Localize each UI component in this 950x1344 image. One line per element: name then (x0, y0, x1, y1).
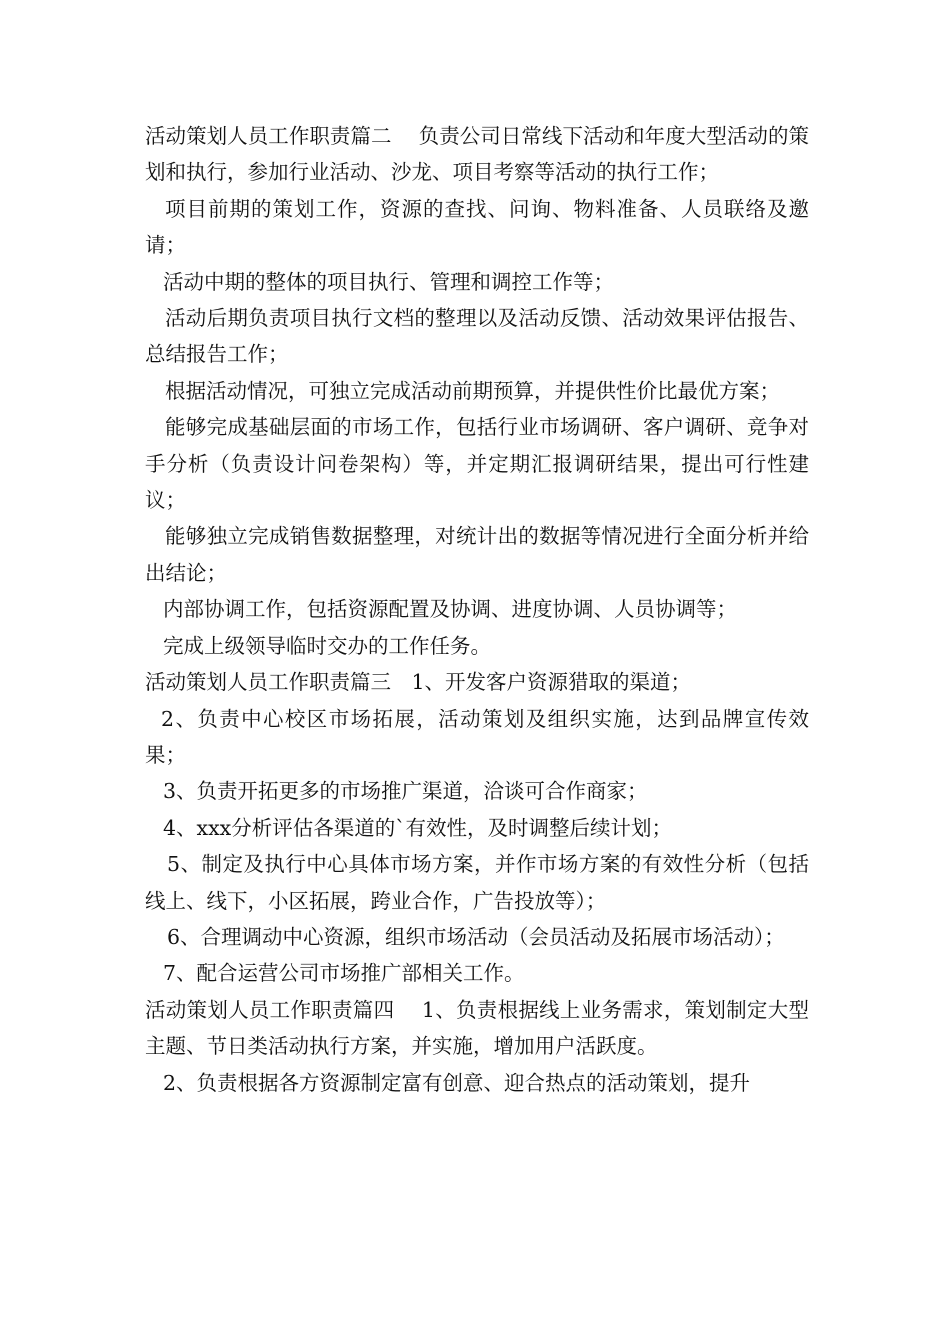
paragraph-sales-data: 能够独立完成销售数据整理，对统计出的数据等情况进行全面分析并给出结论； (145, 524, 809, 585)
paragraph-adhoc-tasks: 完成上级领导临时交办的工作任务。 (163, 633, 491, 658)
paragraph-section-3-item-3: 3、负责开拓更多的市场推广渠道，洽谈可合作商家； (163, 779, 648, 804)
paragraph-market-research: 能够完成基础层面的市场工作，包括行业市场调研、客户调研、竞争对手分析（负责设计问卷架构）等，并定期汇报调研结果，提出可行性建议； (145, 415, 809, 513)
paragraph-section-3-item-5: 5、制定及执行中心具体市场方案，并作市场方案的有效性分析（包括线上、线下，小区拓展，跨业合作，广告投放等）； (145, 852, 809, 913)
paragraph-section-4-intro: 活动策划人员工作职责篇四 1、负责根据线上业务需求，策划制定大型主题、节日类活动执行方案，并实施，增加用户活跃度。 (145, 997, 809, 1059)
paragraph-late-reporting: 活动后期负责项目执行文档的整理以及活动反馈、活动效果评估报告、总结报告工作； (145, 306, 809, 367)
paragraph-section-2-intro: 活动策划人员工作职责篇二 负责公司日常线下活动和年度大型活动的策划和执行，参加行业活动、沙龙、项目考察等活动的执行工作； (145, 124, 809, 185)
document-body (145, 118, 809, 1101)
paragraph-section-4-item-2: 2、负责根据各方资源制定富有创意、迎合热点的活动策划，提升 (163, 1070, 751, 1095)
paragraph-section-3-item-2: 2、负责中心校区市场拓展，活动策划及组织实施，达到品牌宣传效果； (145, 706, 809, 767)
paragraph-coordination: 内部协调工作，包括资源配置及协调、进度协调、人员协调等； (163, 597, 737, 622)
paragraph-section-3-item-7: 7、配合运营公司市场推广部相关工作。 (163, 961, 525, 986)
paragraph-section-3-item-6: 6、合理调动中心资源，组织市场活动（会员活动及拓展市场活动）； (167, 924, 785, 949)
paragraph-early-planning: 项目前期的策划工作，资源的查找、问询、物料准备、人员联络及邀请； (145, 196, 809, 258)
paragraph-budget: 根据活动情况，可独立完成活动前期预算，并提供性价比最优方案； (165, 378, 780, 403)
paragraph-mid-execution: 活动中期的整体的项目执行、管理和调控工作等； (163, 269, 614, 294)
paragraph-section-3-intro: 活动策划人员工作职责篇三 1、开发客户资源猎取的渠道； (145, 670, 692, 695)
paragraph-section-3-item-4: 4、xxx分析评估各渠道的`有效性，及时调整后续计划； (163, 815, 672, 840)
